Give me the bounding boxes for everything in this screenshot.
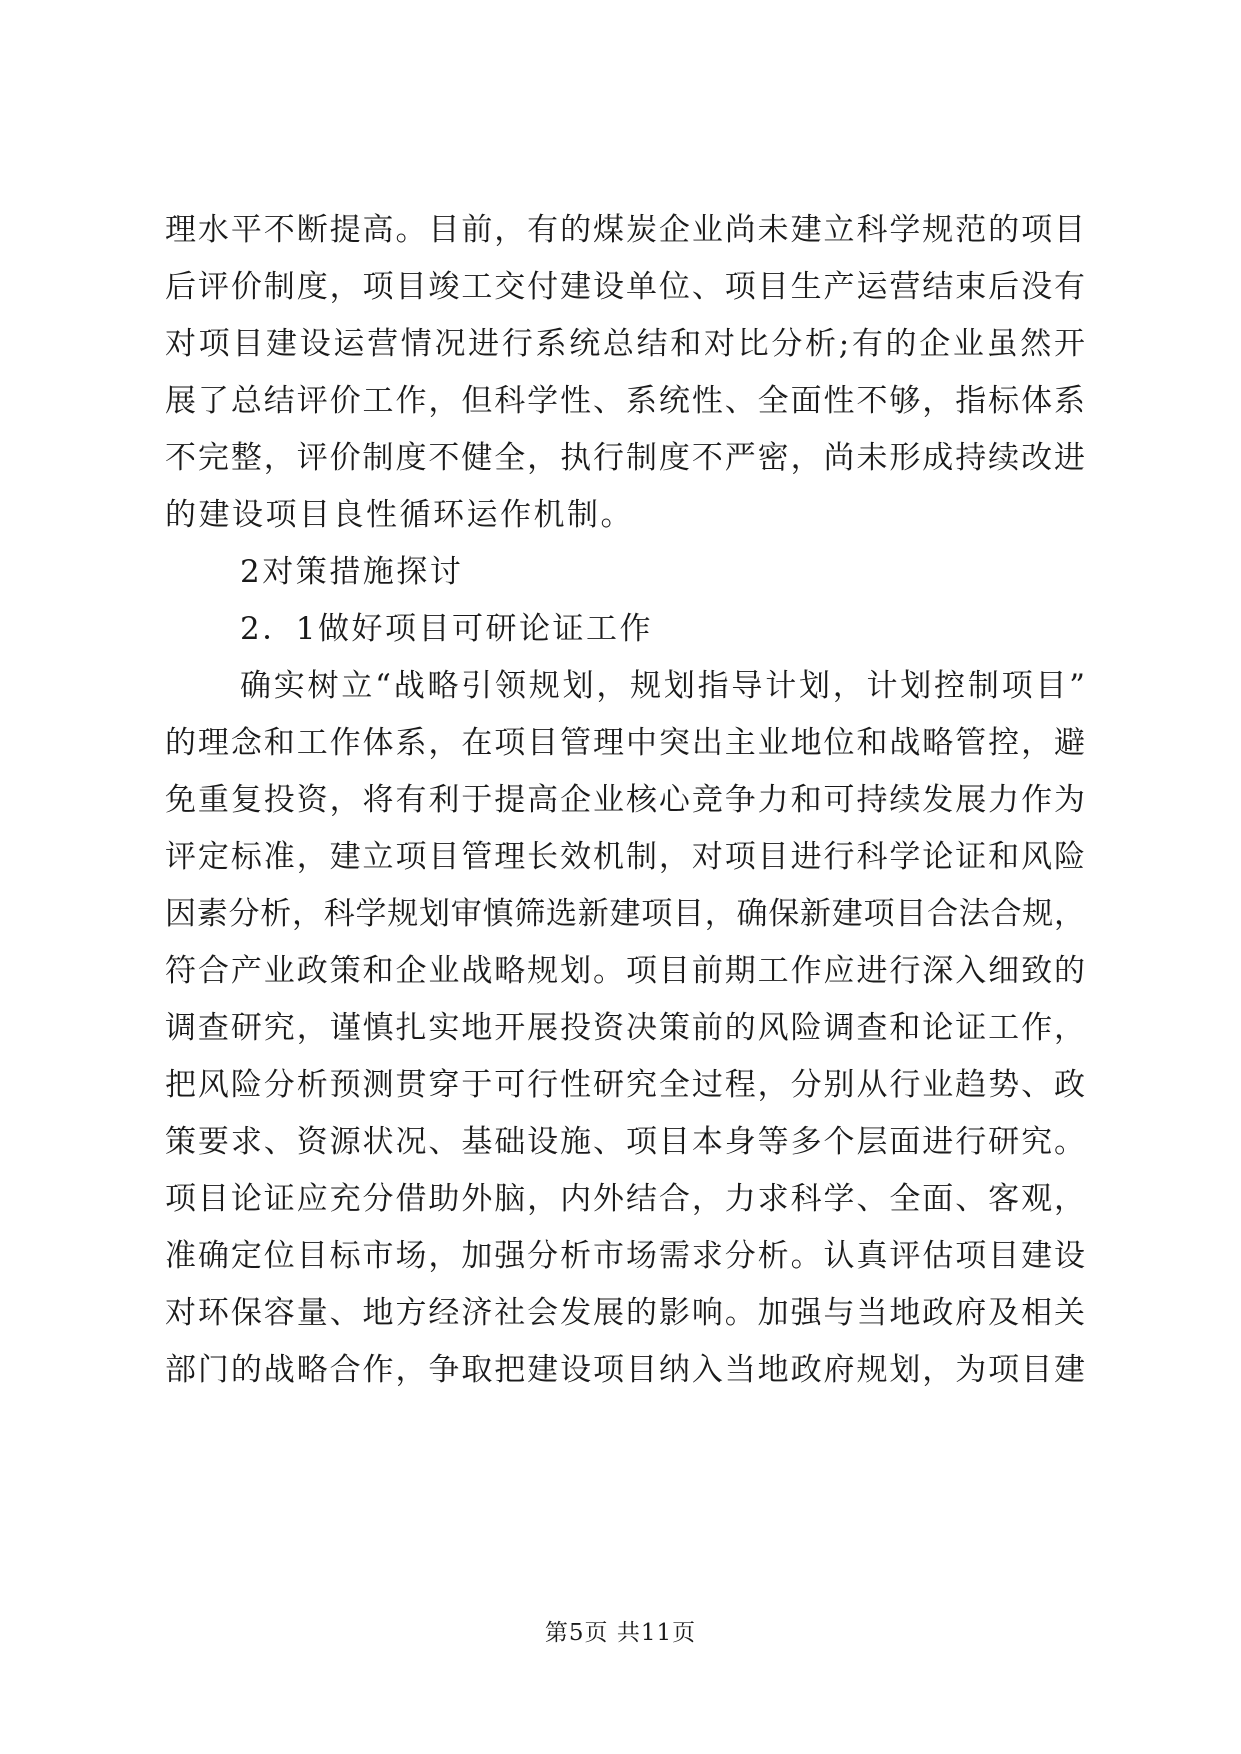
body-text-line: 把风险分析预测贯穿于可行性研究全过程，分别从行业趋势、政 [165, 1067, 1085, 1103]
body-text-line: 评定标准，建立项目管理长效机制，对项目进行科学论证和风险 [165, 839, 1085, 875]
body-text-line: 不完整，评价制度不健全，执行制度不严密，尚未形成持续改进 [165, 440, 1085, 476]
page-number-footer: 第5页 共11页 [544, 1620, 697, 1646]
body-text-line: 理水平不断提高。目前，有的煤炭企业尚未建立科学规范的项目 [165, 212, 1085, 248]
body-text-line: 对环保容量、地方经济社会发展的影响。加强与当地政府及相关 [165, 1295, 1085, 1331]
body-text-line: 符合产业政策和企业战略规划。项目前期工作应进行深入细致的 [165, 953, 1085, 989]
body-text-line: 对项目建设运营情况进行系统总结和对比分析;有的企业虽然开 [165, 326, 1085, 362]
body-text-line: 免重复投资，将有利于提高企业核心竞争力和可持续发展力作为 [165, 782, 1085, 818]
subsection-heading: 2．1做好项目可研论证工作 [240, 611, 653, 647]
body-text-line: 因素分析，科学规划审慎筛选新建项目，确保新建项目合法合规， [165, 896, 1085, 932]
body-text-line: 调查研究，谨慎扎实地开展投资决策前的风险调查和论证工作， [165, 1010, 1085, 1046]
body-text-line: 的建设项目良性循环运作机制。 [165, 497, 634, 533]
body-text-line: 确实树立“战略引领规划，规划指导计划，计划控制项目” [240, 668, 1085, 704]
body-text-line: 后评价制度，项目竣工交付建设单位、项目生产运营结束后没有 [165, 269, 1085, 305]
body-text-line: 策要求、资源状况、基础设施、项目本身等多个层面进行研究。 [165, 1124, 1085, 1160]
section-heading: 2对策措施探讨 [240, 554, 464, 590]
body-text-line: 展了总结评价工作，但科学性、系统性、全面性不够，指标体系 [165, 383, 1085, 419]
body-text-line: 部门的战略合作，争取把建设项目纳入当地政府规划，为项目建 [165, 1352, 1085, 1388]
body-text-line: 的理念和工作体系，在项目管理中突出主业地位和战略管控，避 [165, 725, 1085, 761]
body-text-line: 准确定位目标市场，加强分析市场需求分析。认真评估项目建设 [165, 1238, 1085, 1274]
body-text-line: 项目论证应充分借助外脑，内外结合，力求科学、全面、客观， [165, 1181, 1085, 1217]
